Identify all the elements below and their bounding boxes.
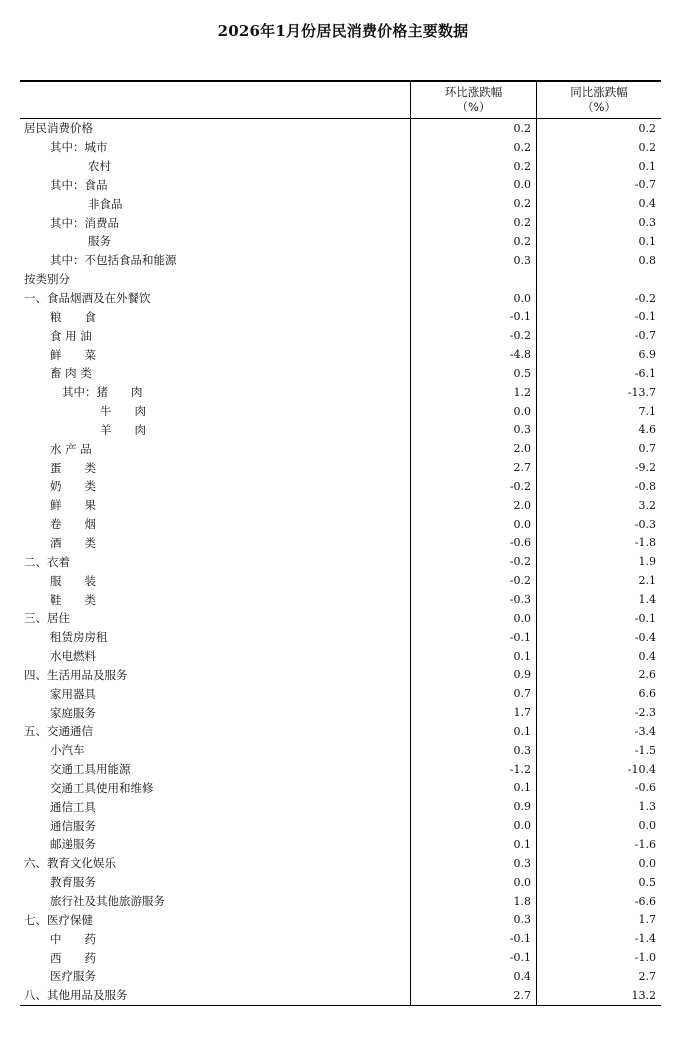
row-mom-value: 0.3 xyxy=(410,251,536,270)
row-yoy-value: 6.9 xyxy=(536,345,661,364)
table-body xyxy=(20,119,661,1005)
row-label: 水电燃料 xyxy=(50,649,96,664)
row-yoy-value: -9.2 xyxy=(536,458,661,477)
header-label-column xyxy=(20,82,410,118)
row-yoy-value: -0.3 xyxy=(536,515,661,534)
row-label: 七、医疗保健 xyxy=(24,912,93,927)
row-yoy-value: 0.7 xyxy=(536,439,661,458)
table-row xyxy=(20,628,661,647)
table-row xyxy=(20,383,661,402)
cpi-table xyxy=(20,80,661,1006)
row-mom-value: 0.0 xyxy=(410,609,536,628)
row-mom-value: 0.0 xyxy=(410,176,536,195)
row-yoy-value: -10.4 xyxy=(536,760,661,779)
row-label: 租赁房房租 xyxy=(50,630,108,645)
row-label: 按类别分 xyxy=(24,272,70,287)
row-label: 家庭服务 xyxy=(50,705,96,720)
row-yoy-value: 0.0 xyxy=(536,816,661,835)
row-mom-value: 2.0 xyxy=(410,496,536,515)
row-label: 交通工具用能源 xyxy=(50,762,131,777)
row-label: 西 药 xyxy=(50,950,96,965)
row-mom-value: -4.8 xyxy=(410,345,536,364)
table-row xyxy=(20,364,661,383)
table-row xyxy=(20,477,661,496)
table-row xyxy=(20,948,661,967)
row-mom-value: 0.3 xyxy=(410,910,536,929)
row-yoy-value: 2.1 xyxy=(536,571,661,590)
row-mom-value: -0.2 xyxy=(410,552,536,571)
row-mom-value: 0.3 xyxy=(410,421,536,440)
row-mom-value: 1.7 xyxy=(410,703,536,722)
row-label: 鲜 果 xyxy=(50,498,96,513)
row-label: 教育服务 xyxy=(50,875,96,890)
row-mom-value: -0.3 xyxy=(410,590,536,609)
row-label: 四、生活用品及服务 xyxy=(24,667,128,682)
row-label: 牛 肉 xyxy=(100,404,146,419)
row-mom-value: 0.2 xyxy=(410,194,536,213)
table-row xyxy=(20,439,661,458)
row-mom-value: 1.2 xyxy=(410,383,536,402)
row-label: 居民消费价格 xyxy=(24,121,93,136)
row-yoy-value: 7.1 xyxy=(536,402,661,421)
row-yoy-value: -0.1 xyxy=(536,609,661,628)
row-mom-value: 0.4 xyxy=(410,967,536,986)
row-label: 其中：城市 xyxy=(50,140,108,155)
table-row xyxy=(20,779,661,798)
row-mom-value: 0.0 xyxy=(410,402,536,421)
row-label: 通信服务 xyxy=(50,818,96,833)
row-label: 食 用 油 xyxy=(50,328,92,343)
row-mom-value: -0.1 xyxy=(410,307,536,326)
table-row xyxy=(20,421,661,440)
table-row xyxy=(20,307,661,326)
row-label: 旅行社及其他旅游服务 xyxy=(50,894,165,909)
table-row xyxy=(20,552,661,571)
table-row xyxy=(20,571,661,590)
row-yoy-value: 1.7 xyxy=(536,910,661,929)
row-yoy-value: 3.2 xyxy=(536,496,661,515)
table-row xyxy=(20,929,661,948)
row-mom-value: 0.0 xyxy=(410,816,536,835)
row-label: 服 装 xyxy=(50,573,96,588)
row-yoy-value: -3.4 xyxy=(536,722,661,741)
table-row xyxy=(20,289,661,308)
row-label: 六、教育文化娱乐 xyxy=(24,856,116,871)
row-label: 鞋 类 xyxy=(50,592,96,607)
row-yoy-value: 1.9 xyxy=(536,552,661,571)
row-mom-value: -0.1 xyxy=(410,929,536,948)
row-yoy-value: -2.3 xyxy=(536,703,661,722)
row-label: 卷 烟 xyxy=(50,517,96,532)
row-mom-value: 2.0 xyxy=(410,439,536,458)
row-yoy-value: 2.7 xyxy=(536,967,661,986)
header-mom-unit: （%） xyxy=(456,100,491,114)
row-yoy-value: -0.1 xyxy=(536,307,661,326)
row-label: 奶 类 xyxy=(50,479,96,494)
table-row xyxy=(20,326,661,345)
row-mom-value: 0.2 xyxy=(410,138,536,157)
row-yoy-value: 0.3 xyxy=(536,213,661,232)
row-mom-value: 0.1 xyxy=(410,722,536,741)
table-row xyxy=(20,176,661,195)
table-row xyxy=(20,345,661,364)
row-label: 八、其他用品及服务 xyxy=(24,988,128,1003)
row-mom-value: -0.1 xyxy=(410,628,536,647)
row-mom-value: 0.2 xyxy=(410,119,536,138)
row-mom-value: 0.1 xyxy=(410,647,536,666)
row-mom-value: 0.7 xyxy=(410,684,536,703)
header-mom-title: 环比涨跌幅 xyxy=(444,85,503,99)
header-mom xyxy=(410,82,536,118)
row-label: 一、食品烟酒及在外餐饮 xyxy=(24,291,151,306)
row-mom-value: 0.1 xyxy=(410,835,536,854)
row-yoy-value: 0.5 xyxy=(536,873,661,892)
row-yoy-value: -0.6 xyxy=(536,779,661,798)
row-label: 医疗服务 xyxy=(50,969,96,984)
table-row xyxy=(20,797,661,816)
row-mom-value: -1.2 xyxy=(410,760,536,779)
row-mom-value: 0.9 xyxy=(410,797,536,816)
row-label: 五、交通通信 xyxy=(24,724,93,739)
row-label: 粮 食 xyxy=(50,309,96,324)
table-row xyxy=(20,684,661,703)
table-row xyxy=(20,609,661,628)
row-yoy-value: -0.2 xyxy=(536,289,661,308)
row-mom-value: 0.9 xyxy=(410,665,536,684)
row-yoy-value: 13.2 xyxy=(536,986,661,1005)
row-label: 小汽车 xyxy=(50,743,85,758)
table-row xyxy=(20,910,661,929)
row-label: 其中：猪 肉 xyxy=(62,385,143,400)
row-mom-value: -0.6 xyxy=(410,534,536,553)
table-row xyxy=(20,270,661,289)
row-label: 中 药 xyxy=(50,931,96,946)
row-label: 三、居住 xyxy=(24,611,70,626)
row-yoy-value: 0.4 xyxy=(536,647,661,666)
row-mom-value: 0.3 xyxy=(410,854,536,873)
row-label: 通信工具 xyxy=(50,799,96,814)
table-row xyxy=(20,873,661,892)
row-yoy-value: 1.4 xyxy=(536,590,661,609)
row-mom-value: 0.0 xyxy=(410,873,536,892)
table-row xyxy=(20,647,661,666)
table-row xyxy=(20,157,661,176)
table-row xyxy=(20,816,661,835)
table-row xyxy=(20,496,661,515)
row-label: 羊 肉 xyxy=(100,422,146,437)
row-yoy-value: 6.6 xyxy=(536,684,661,703)
row-label: 酒 类 xyxy=(50,535,96,550)
row-yoy-value: 4.6 xyxy=(536,421,661,440)
table-row xyxy=(20,138,661,157)
row-label: 非食品 xyxy=(88,196,123,211)
table-row xyxy=(20,741,661,760)
row-label: 邮递服务 xyxy=(50,837,96,852)
row-yoy-value: 0.1 xyxy=(536,232,661,251)
row-label: 二、衣着 xyxy=(24,554,70,569)
header-yoy-title: 同比涨跌幅 xyxy=(570,85,628,99)
row-mom-value: 0.0 xyxy=(410,289,536,308)
row-label: 蛋 类 xyxy=(50,460,96,475)
table-row xyxy=(20,194,661,213)
row-mom-value: 0.3 xyxy=(410,741,536,760)
row-mom-value: -0.2 xyxy=(410,326,536,345)
row-yoy-value: -0.7 xyxy=(536,326,661,345)
table-row xyxy=(20,967,661,986)
row-label: 其中：食品 xyxy=(50,177,108,192)
row-label: 交通工具使用和维修 xyxy=(50,780,154,795)
table-row xyxy=(20,251,661,270)
row-yoy-value: 0.1 xyxy=(536,157,661,176)
page-title: 2026年1月份居民消费价格主要数据 xyxy=(217,22,469,40)
table-row xyxy=(20,722,661,741)
row-mom-value: 0.5 xyxy=(410,364,536,383)
table-row xyxy=(20,854,661,873)
table-row xyxy=(20,760,661,779)
row-label: 水 产 品 xyxy=(50,441,92,456)
row-yoy-value: -6.6 xyxy=(536,892,661,911)
row-yoy-value: -1.5 xyxy=(536,741,661,760)
row-label: 鲜 菜 xyxy=(50,347,96,362)
table-row xyxy=(20,458,661,477)
table-row xyxy=(20,665,661,684)
row-mom-value: 0.2 xyxy=(410,157,536,176)
row-mom-value: 0.2 xyxy=(410,213,536,232)
row-label: 农村 xyxy=(88,159,111,174)
row-yoy-value: -6.1 xyxy=(536,364,661,383)
row-mom-value: 0.1 xyxy=(410,779,536,798)
row-yoy-value: -13.7 xyxy=(536,383,661,402)
table-row xyxy=(20,892,661,911)
row-mom-value: 0.2 xyxy=(410,232,536,251)
row-label: 其中：不包括食品和能源 xyxy=(50,253,177,268)
table-header xyxy=(20,82,661,119)
row-yoy-value: -0.7 xyxy=(536,176,661,195)
table-row xyxy=(20,402,661,421)
table-row xyxy=(20,986,661,1005)
table-row xyxy=(20,213,661,232)
row-yoy-value: 0.0 xyxy=(536,854,661,873)
table-row xyxy=(20,590,661,609)
row-label: 家用器具 xyxy=(50,686,96,701)
row-yoy-value: -1.0 xyxy=(536,948,661,967)
row-yoy-value xyxy=(536,270,661,289)
row-mom-value: 2.7 xyxy=(410,986,536,1005)
table-row xyxy=(20,835,661,854)
row-mom-value: 0.0 xyxy=(410,515,536,534)
row-mom-value: -0.1 xyxy=(410,948,536,967)
table-row xyxy=(20,515,661,534)
row-yoy-value: 0.2 xyxy=(536,119,661,138)
row-yoy-value: 1.3 xyxy=(536,797,661,816)
row-label: 服务 xyxy=(88,234,111,249)
row-yoy-value: 2.6 xyxy=(536,665,661,684)
row-mom-value: 2.7 xyxy=(410,458,536,477)
row-yoy-value: 0.4 xyxy=(536,194,661,213)
table-row xyxy=(20,534,661,553)
row-yoy-value: -0.4 xyxy=(536,628,661,647)
row-mom-value: -0.2 xyxy=(410,477,536,496)
row-mom-value xyxy=(410,270,536,289)
row-yoy-value: 0.2 xyxy=(536,138,661,157)
row-label: 其中：消费品 xyxy=(50,215,119,230)
row-mom-value: 1.8 xyxy=(410,892,536,911)
row-mom-value: -0.2 xyxy=(410,571,536,590)
table-row xyxy=(20,119,661,138)
row-label: 畜 肉 类 xyxy=(50,366,92,381)
table-row xyxy=(20,232,661,251)
row-yoy-value: 0.8 xyxy=(536,251,661,270)
row-yoy-value: -1.4 xyxy=(536,929,661,948)
row-yoy-value: -1.6 xyxy=(536,835,661,854)
table-row xyxy=(20,703,661,722)
row-yoy-value: -1.8 xyxy=(536,534,661,553)
header-yoy xyxy=(536,82,661,118)
header-yoy-unit: （%） xyxy=(582,100,616,114)
row-yoy-value: -0.8 xyxy=(536,477,661,496)
